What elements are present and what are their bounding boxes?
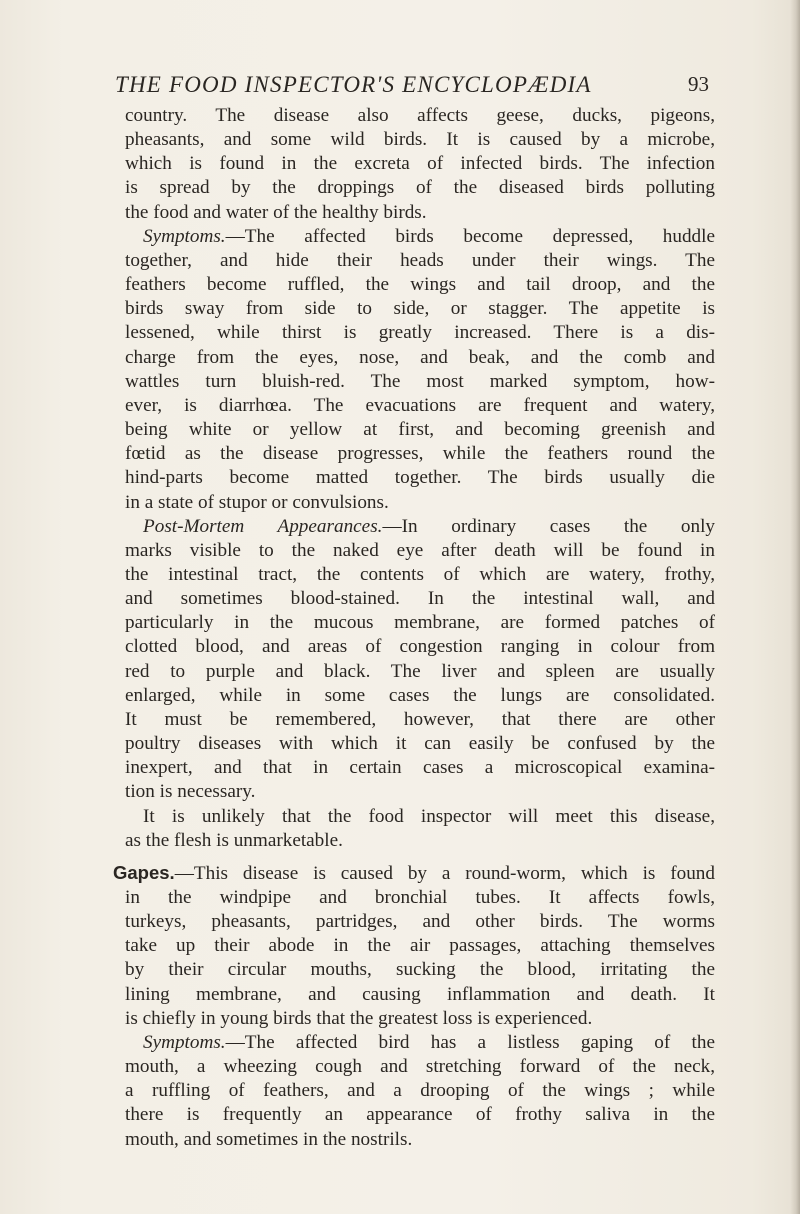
text-line: is chiefly in young birds that the greatest loss is experienced. bbox=[125, 1007, 593, 1029]
text-line: there is frequently an appearance of frothy saliva in the bbox=[125, 1104, 715, 1126]
text-line: lessened, while thirst is greatly increased. There is a dis- bbox=[125, 322, 715, 344]
text-line: turkeys, pheasants, partridges, and other birds. The worms bbox=[125, 911, 715, 933]
text-line: and sometimes blood-stained. In the intestinal wall, and bbox=[125, 588, 715, 610]
text-line: birds sway from side to side, or stagger. The appetite is bbox=[125, 298, 715, 320]
text-line: pheasants, and some wild birds. It is caused by a microbe, bbox=[125, 129, 715, 151]
text-line: the intestinal tract, the contents of which are watery, frothy, bbox=[125, 563, 715, 585]
symptoms-heading: Symptoms. bbox=[143, 1031, 226, 1053]
symptoms-first-line bbox=[125, 1031, 715, 1055]
section-spacer bbox=[125, 853, 715, 861]
text-run: —The affected birds become depressed, huddle bbox=[225, 225, 715, 247]
text-line: by their circular mouths, sucking the blood, irritating the bbox=[125, 959, 715, 981]
text-line: a ruffling of feathers, and a drooping of the wings ; while bbox=[125, 1080, 715, 1102]
text-line: being white or yellow at first, and becoming greenish and bbox=[125, 419, 715, 441]
text-line: as the flesh is unmarketable. bbox=[125, 829, 343, 851]
page-edge-shadow bbox=[790, 0, 800, 1214]
text-line: It must be remembered, however, that there are other bbox=[125, 708, 715, 730]
text-line: which is found in the excreta of infected birds. The infection bbox=[125, 153, 715, 175]
symptoms-first-line bbox=[125, 225, 715, 249]
text-line: marks visible to the naked eye after death will be found in bbox=[125, 539, 715, 561]
text-line: is spread by the droppings of the diseased birds polluting bbox=[125, 177, 715, 199]
text-line: together, and hide their heads under their wings. The bbox=[125, 249, 715, 271]
text-line: It is unlikely that the food inspector will meet this disease, bbox=[143, 805, 715, 827]
gapes-heading: Gapes. bbox=[113, 861, 175, 883]
text-line: poultry diseases with which it can easily be confused by the bbox=[125, 733, 715, 755]
body-text bbox=[113, 104, 716, 1152]
text-line: mouth, a wheezing cough and stretching forward of the neck, bbox=[125, 1056, 715, 1078]
text-line: hind-parts become matted together. The birds usually die bbox=[125, 467, 715, 489]
text-line: ever, is diarrhœa. The evacuations are frequent and watery, bbox=[125, 394, 715, 416]
text-run: —In ordinary cases the only bbox=[382, 515, 716, 537]
running-title: THE FOOD INSPECTOR'S ENCYCLOPÆDIA bbox=[115, 72, 592, 97]
text-line: the food and water of the healthy birds. bbox=[125, 201, 427, 223]
page-header bbox=[115, 72, 715, 100]
text-line: lining membrane, and causing inflammation and death. It bbox=[125, 983, 715, 1005]
text-line: inexpert, and that in certain cases a microscopical examina- bbox=[125, 757, 715, 779]
text-line: mouth, and sometimes in the nostrils. bbox=[125, 1128, 413, 1150]
text-line: take up their abode in the air passages, attaching themselves bbox=[125, 935, 715, 957]
text-line: in the windpipe and bronchial tubes. It affects fowls, bbox=[125, 887, 715, 908]
text-run: —This disease is caused by a round-worm, which is found bbox=[174, 862, 715, 884]
text-line: in a state of stupor or convulsions. bbox=[125, 491, 389, 513]
text-line: charge from the eyes, nose, and beak, and the comb and bbox=[125, 346, 715, 368]
page-number: 93 bbox=[688, 72, 709, 96]
text-line: fœtid as the disease progresses, while the feathers round the bbox=[125, 443, 715, 465]
text-line: feathers become ruffled, the wings and tail droop, and the bbox=[125, 274, 715, 296]
text-line: enlarged, while in some cases the lungs are consolidated. bbox=[125, 684, 715, 706]
text-run: —The affected bird has a listless gaping of the bbox=[225, 1031, 715, 1053]
text-line: clotted blood, and areas of congestion ranging in colour from bbox=[125, 636, 715, 658]
gapes-first-line bbox=[113, 861, 715, 886]
symptoms-heading: Symptoms. bbox=[143, 225, 226, 247]
text-line: country. The disease also affects geese, ducks, pigeons, bbox=[125, 105, 715, 126]
postmortem-first-line bbox=[125, 515, 715, 539]
text-line: red to purple and black. The liver and spleen are usually bbox=[125, 660, 715, 682]
text-line: particularly in the mucous membrane, are formed patches of bbox=[125, 612, 715, 634]
text-line: wattles turn bluish-red. The most marked symptom, how- bbox=[125, 370, 715, 392]
text-line: tion is necessary. bbox=[125, 781, 256, 803]
postmortem-heading: Post-Mortem Appearances. bbox=[143, 515, 383, 537]
